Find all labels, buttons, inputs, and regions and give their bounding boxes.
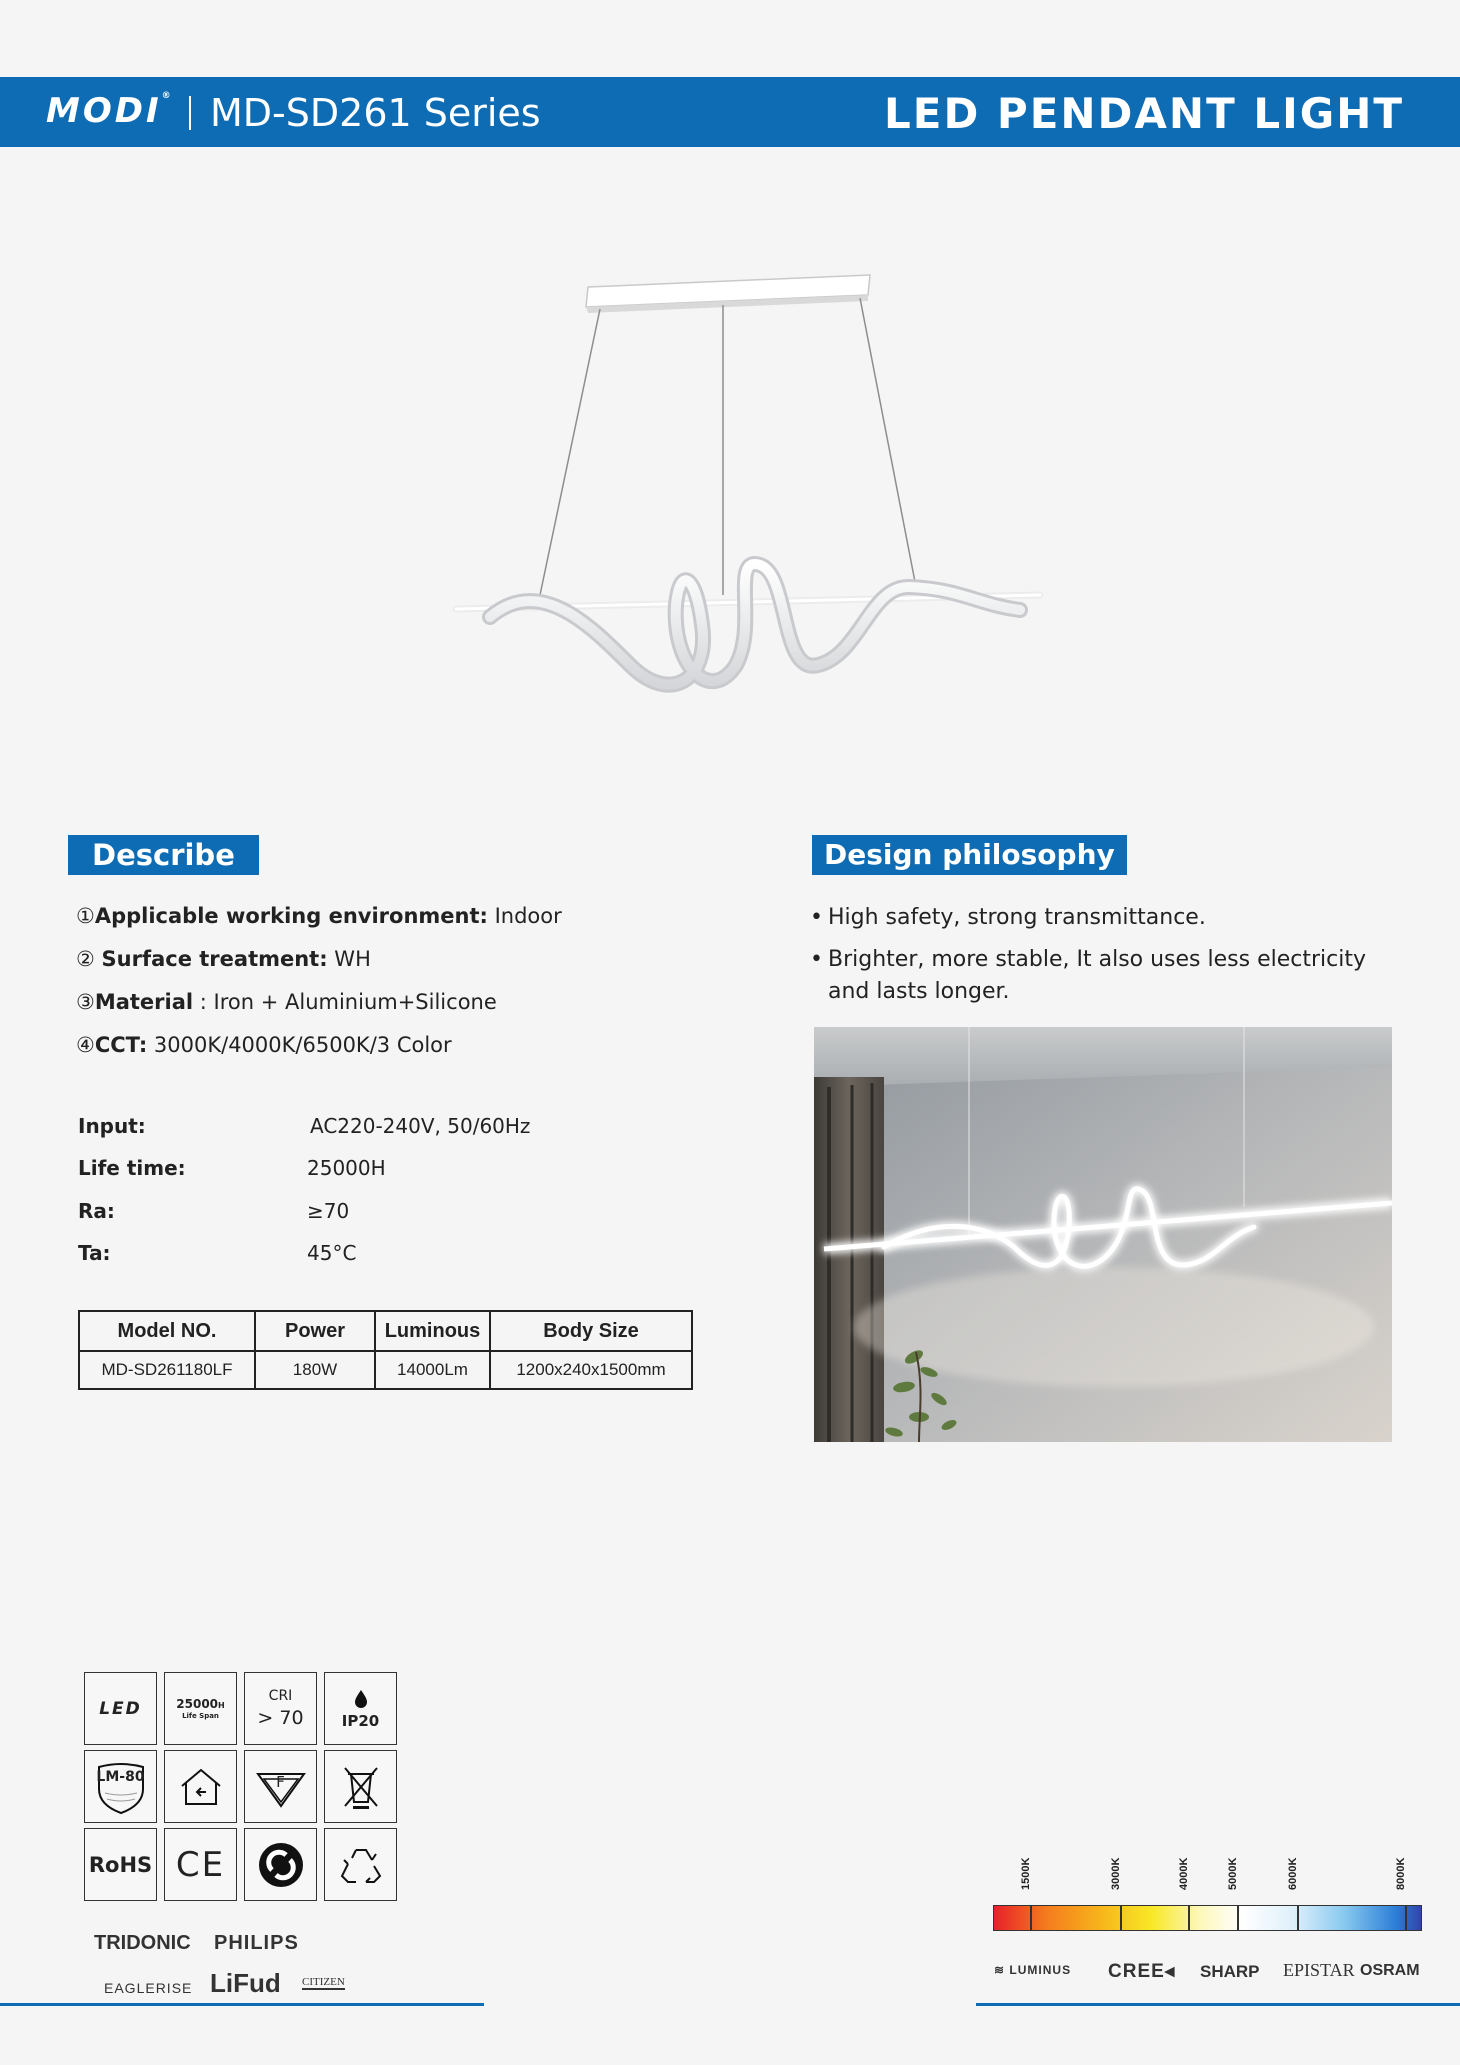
brand-luminus-text: LUMINUS: [1009, 1963, 1072, 1977]
cct-label-6000k: 6000K: [1287, 1857, 1299, 1890]
item-label: Applicable working environment:: [94, 904, 488, 928]
cri-cert-icon: [244, 1672, 317, 1745]
item-value: : Iron + Aluminium+Silicone: [193, 990, 497, 1014]
cct-label-3000k: 3000K: [1110, 1857, 1122, 1890]
cell-luminous: 14000Lm: [375, 1351, 490, 1389]
brand-cree: [1108, 1960, 1175, 1983]
spec-label-ra: Ra:: [78, 1199, 115, 1223]
series-title: MD-SD261 Series: [210, 91, 541, 135]
recycle-icon: [324, 1828, 397, 1901]
cct-tick: [1120, 1905, 1122, 1931]
led-cert-icon: [84, 1672, 157, 1745]
brand-tridonic: TRIDONIC: [94, 1932, 191, 1954]
describe-item-surface: [76, 947, 371, 971]
item-value: Indoor: [487, 904, 562, 928]
rohs-text: RoHS: [88, 1852, 153, 1877]
cell-model: MD-SD261180LF: [79, 1351, 255, 1389]
describe-item-cct: [76, 1033, 452, 1057]
design-bullet: [810, 944, 1370, 1008]
item-label: CCT:: [94, 1033, 148, 1057]
item-label: Material: [94, 990, 194, 1014]
footer-divider-right: [976, 2003, 1460, 2006]
circular-arrows-icon: [256, 1840, 306, 1890]
installation-photo: [814, 1027, 1392, 1442]
brand-lifud: LiFud: [210, 1968, 281, 1998]
registered-mark: ®: [161, 91, 171, 101]
brand-sharp: SHARP: [1200, 1962, 1260, 1981]
item-number: ③: [76, 990, 95, 1014]
cct-label-5000k: 5000K: [1227, 1857, 1239, 1890]
brand-osram: OSRAM: [1360, 1962, 1420, 1979]
cct-tick: [1297, 1905, 1299, 1931]
lm80-cert-icon: [84, 1750, 157, 1823]
led-cert-text: LED: [99, 1698, 142, 1719]
crossed-bin-icon: [339, 1762, 383, 1812]
header-divider: [189, 96, 191, 130]
color-temperature-bar: [993, 1905, 1422, 1931]
rohs-cert-icon: [84, 1828, 157, 1901]
describe-item-environment: [76, 904, 562, 928]
lm80-text: LM-80: [96, 1769, 145, 1785]
brand-eaglerise: EAGLERISE: [104, 1980, 193, 1996]
footer-divider-left: [0, 2003, 484, 2006]
house-icon: [176, 1764, 226, 1810]
column-header-luminous: Luminous: [375, 1311, 490, 1351]
recycle-triangle-icon: [336, 1842, 386, 1888]
spec-value-lifetime: 25000H: [307, 1156, 386, 1180]
header-bar: [0, 77, 1460, 147]
design-bullet: [810, 902, 1370, 934]
spec-value-ta: 45°C: [307, 1241, 357, 1265]
column-header-body-size: Body Size: [490, 1311, 692, 1351]
shield-icon: [93, 1759, 149, 1815]
cri-value-text: > 70: [257, 1707, 304, 1729]
cct-tick: [1237, 1905, 1239, 1931]
item-number: ①: [76, 904, 95, 928]
water-drop-icon: [351, 1688, 371, 1710]
item-number: ②: [76, 947, 102, 971]
cri-label-text: CRI: [268, 1688, 293, 1704]
ip20-cert-icon: [324, 1672, 397, 1745]
swoosh-icon: ≋: [994, 1963, 1006, 1977]
life-value-text: 25000: [176, 1696, 219, 1711]
brand-cree-text: CREE: [1108, 1961, 1165, 1982]
brand-logo: [46, 91, 171, 131]
cell-body-size: 1200x240x1500mm: [490, 1351, 692, 1389]
column-header-power: Power: [255, 1311, 375, 1351]
table-row: [79, 1351, 692, 1389]
lifespan-cert-icon: [164, 1672, 237, 1745]
f-mark-cert-icon: [244, 1750, 317, 1823]
ip-rating-text: IP20: [341, 1711, 380, 1730]
brand-logo-text: MODI: [46, 91, 162, 131]
describe-item-material: [76, 990, 497, 1014]
model-table: [78, 1310, 693, 1390]
cct-tick: [1030, 1905, 1032, 1931]
cct-label-1500k: 1500K: [1020, 1857, 1032, 1890]
item-value: 3000K/4000K/6500K/3 Color: [147, 1033, 452, 1057]
bullet-dot: •: [810, 947, 823, 972]
brand-luminus: [994, 1963, 1071, 1977]
green-dot-icon: [244, 1828, 317, 1901]
brand-philips: PHILIPS: [214, 1932, 299, 1954]
spec-value-input: AC220-240V, 50/60Hz: [310, 1114, 531, 1138]
cct-label-4000k: 4000K: [1178, 1857, 1190, 1890]
indoor-use-icon: [164, 1750, 237, 1823]
weee-cert-icon: [324, 1750, 397, 1823]
spec-label-input: Input:: [78, 1114, 146, 1138]
product-render-image: [440, 265, 1050, 715]
brand-epistar: EPISTAR: [1283, 1960, 1355, 1980]
brand-citizen: CITIZEN: [302, 1976, 345, 1988]
cct-tick: [1405, 1905, 1407, 1931]
ce-cert-icon: [164, 1828, 237, 1901]
spec-label-lifetime: Life time:: [78, 1156, 186, 1180]
describe-title: Describe: [68, 835, 259, 875]
cell-power: 180W: [255, 1351, 375, 1389]
bullet-text: Brighter, more stable, It also uses less electricity and lasts longer.: [828, 947, 1366, 1004]
f-mark-text: F: [276, 1773, 285, 1791]
item-value: WH: [327, 947, 371, 971]
ce-text: CE: [175, 1844, 226, 1885]
table-header-row: [79, 1311, 692, 1351]
cct-tick: [1188, 1905, 1190, 1931]
cct-label-8000k: 8000K: [1395, 1857, 1407, 1890]
spec-label-ta: Ta:: [78, 1241, 111, 1265]
life-label-text: Life Span: [182, 1711, 219, 1720]
product-type-title: LED PENDANT LIGHT: [883, 89, 1404, 138]
bullet-dot: •: [810, 905, 823, 930]
design-philosophy-title: Design philosophy: [812, 835, 1127, 875]
spec-value-ra: ≥70: [307, 1199, 350, 1223]
bullet-text: High safety, strong transmittance.: [828, 905, 1206, 930]
cree-arrow-icon: ◂: [1164, 1961, 1176, 1982]
column-header-model: Model NO.: [79, 1311, 255, 1351]
life-unit-text: H: [218, 1700, 225, 1710]
item-number: ④: [76, 1033, 95, 1057]
item-label: Surface treatment:: [101, 947, 328, 971]
